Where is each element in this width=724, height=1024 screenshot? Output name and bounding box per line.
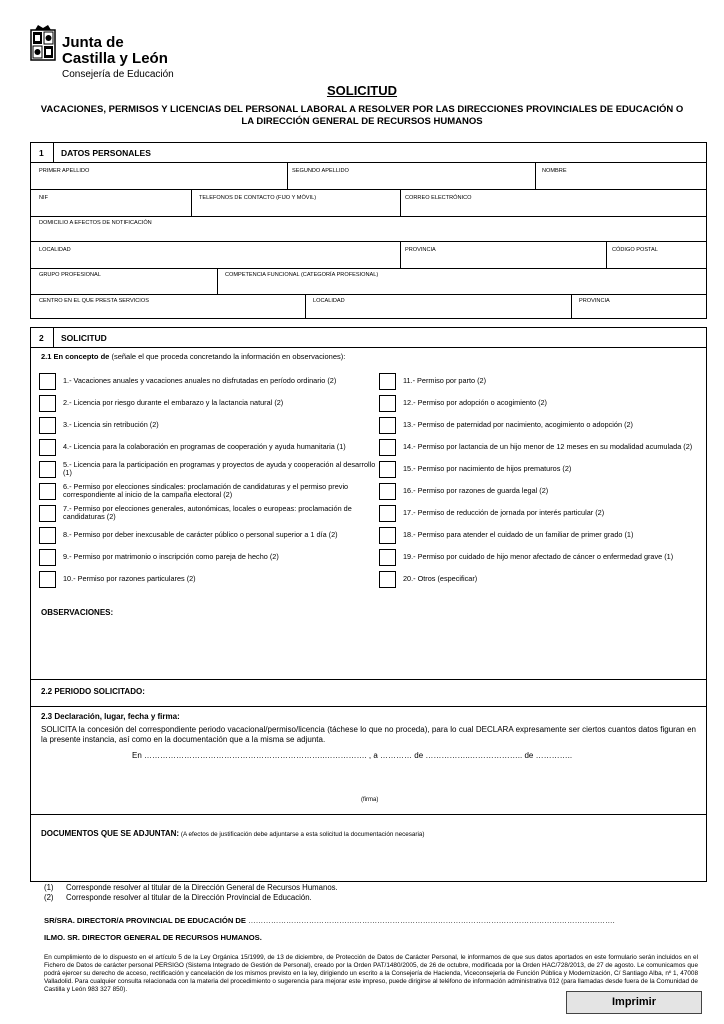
brand-line-2: Castilla y León: [62, 50, 168, 67]
left-checkbox-5[interactable]: [39, 461, 56, 478]
right-option-label-2: 12.- Permiso por adopción o acogimiento (2): [403, 397, 547, 407]
right-option-label-8: 18.- Permiso para atender el cuidado de un familiar de primer grado (1): [403, 529, 634, 539]
periodo-area[interactable]: [31, 679, 706, 707]
periodo-label: 2.2 PERIODO SOLICITADO:: [41, 687, 145, 696]
left-checkbox-8[interactable]: [39, 527, 56, 544]
left-option-label-7: 7.- Permiso por elecciones generales, autonómicas, locales o europeas: proclamación de candidaturas (2): [63, 503, 352, 521]
field-competencia[interactable]: COMPETENCIA FUNCIONAL (CATEGORÍA PROFESIONAL): [217, 268, 706, 295]
right-option-label-9: 19.- Permiso por cuidado de hijo menor afectado de cáncer o enfermedad grave (1): [403, 551, 674, 561]
right-checkbox-7[interactable]: [379, 505, 396, 522]
page-title: SOLICITUD: [326, 83, 398, 98]
field-nombre[interactable]: NOMBRE: [535, 162, 706, 190]
right-checkbox-2[interactable]: [379, 395, 396, 412]
lugar-fecha-line[interactable]: En …………………………………………………………..……………. , a ………… de ……………..……………….. de …………..: [132, 751, 573, 760]
field-correo[interactable]: CORREO ELECTRÓNICO: [400, 189, 706, 217]
right-checkbox-5[interactable]: [379, 461, 396, 478]
logo: [30, 22, 190, 82]
right-option-label-1: 11.- Permiso por parto (2): [403, 375, 486, 385]
left-option-label-9: 9.- Permiso por matrimonio o inscripción como pareja de hecho (2): [63, 551, 279, 561]
left-option-label-2: 2.- Licencia por riesgo durante el embarazo y la lactancia natural (2): [63, 397, 284, 407]
coat-of-arms-icon: [30, 24, 56, 64]
left-option-label-8: 8.- Permiso por deber inexcusable de carácter público o personal superior a 1 día (2): [63, 529, 338, 539]
brand-line-3: Consejería de Educación: [62, 69, 174, 80]
left-option-label-6: 6.- Permiso por elecciones sindicales: proclamación de candidaturas y el permiso previo correspondiente al inicio de la campaña electoral (2): [63, 481, 349, 499]
observaciones-area[interactable]: [31, 599, 706, 680]
field-nif[interactable]: NIF: [31, 189, 192, 217]
left-checkbox-7[interactable]: [39, 505, 56, 522]
left-checkbox-1[interactable]: [39, 373, 56, 390]
left-option-label-3: 3.- Licencia sin retribución (2): [63, 419, 159, 429]
field-localidad[interactable]: LOCALIDAD: [31, 241, 401, 269]
right-option-label-3: 13.- Permiso de paternidad por nacimiento, acogimiento o adopción (2): [403, 419, 633, 429]
field-localidad-centro[interactable]: LOCALIDAD: [305, 294, 572, 318]
right-option-label-4: 14.- Permiso por lactancia de un hijo menor de 12 meses en su modalidad acumulada (2): [403, 441, 693, 451]
field-domicilio[interactable]: DOMICILIO A EFECTOS DE NOTIFICACIÓN: [31, 216, 706, 242]
left-option-label-4: 4.- Licencia para la colaboración en programas de cooperación y ayuda humanitaria (1): [63, 441, 346, 451]
right-checkbox-8[interactable]: [379, 527, 396, 544]
left-checkbox-3[interactable]: [39, 417, 56, 434]
right-checkbox-3[interactable]: [379, 417, 396, 434]
left-checkbox-6[interactable]: [39, 483, 56, 500]
concept-instructions: 2.1 En concepto de (señale el que proceda concretando la información en observaciones):: [41, 352, 346, 361]
addressee-provincial: SR/SRA. DIRECTOR/A PROVINCIAL DE EDUCACIÓN DE ……………………………………………………………………………………………………………………………….: [44, 916, 615, 925]
right-option-label-10: 20.- Otros (especificar): [403, 573, 478, 583]
right-option-label-7: 17.- Permiso de reducción de jornada por interés particular (2): [403, 507, 605, 517]
section-2-number: 2: [39, 333, 44, 343]
left-checkbox-4[interactable]: [39, 439, 56, 456]
section-1-header: [31, 143, 706, 163]
firma-label: (firma): [361, 797, 379, 803]
left-option-label-5: 5.- Licencia para la participación en programas y proyectos de ayuda y cooperación al desarrollo (1): [63, 459, 376, 477]
field-provincia-centro[interactable]: PROVINCIA: [579, 298, 610, 304]
documentos-area[interactable]: [31, 814, 706, 881]
right-option-label-5: 15.- Permiso por nacimiento de hijos prematuros (2): [403, 463, 572, 473]
field-centro[interactable]: CENTRO EN EL QUE PRESTA SERVICIOS: [31, 294, 306, 318]
field-provincia[interactable]: PROVINCIA: [400, 241, 607, 269]
footnotes: [44, 883, 338, 902]
left-option-label-10: 10.- Permiso por razones particulares (2): [63, 573, 196, 583]
left-option-label-1: 1.- Vacaciones anuales y vacaciones anuales no disfrutadas en período ordinario (2): [63, 375, 337, 385]
legal-notice: En cumplimiento de lo dispuesto en el artículo 5 de la Ley Orgánica 15/1999, de 13 de diciembre, de Protección de Datos de Carácter Personal, le informamos de que sus datos aportados en este formulario serán incluidos en el Fichero de Datos de carácter personal PERSIGO (Sistema Integrado de Gestión de Personal), creado por la Orden PAT/1480/2005, de 26 de octubre, modificada por la Orden HAC/728/2013, de 27 de agosto. Le comunicamos que podrá ejercer su derecho de acceso, rectificación y cancelación de los mismos previsto en la ley, dirigiendo un escrito a la Consejería de Hacienda, Viceconsejería de Función Pública y Modernización, C/ Santiago Alba, nº 1, 47008 Valladolid. Para cualquier consulta relacionada con la materia del procedimiento o sugerencia para mejorar este impreso, puede dirigirse al teléfono de información administrativa 012 (para llamadas desde fuera de la Comunidad de Castilla y León 983 327 850).: [44, 954, 698, 993]
section-2-header: [31, 328, 706, 348]
footnote-2: (2) Corresponde resolver al titular de la Dirección Provincial de Educación.: [44, 892, 312, 902]
documentos-label: DOCUMENTOS QUE SE ADJUNTAN: (A efectos de justificación debe adjuntarse a esta solicitud la documentación necesaria): [41, 829, 425, 838]
observaciones-label: OBSERVACIONES:: [41, 608, 114, 617]
field-segundo-apellido[interactable]: SEGUNDO APELLIDO: [287, 162, 536, 190]
footnote-1: (1) Corresponde resolver al titular de la Dirección General de Recursos Humanos.: [44, 883, 338, 892]
brand-line-1: Junta de: [62, 34, 124, 51]
field-telefonos[interactable]: TELEFONOS DE CONTACTO (FIJO Y MÓVIL): [191, 189, 401, 217]
section-1-personal-data: [30, 142, 707, 319]
declaracion-area: [31, 706, 706, 815]
right-checkbox-10[interactable]: [379, 571, 396, 588]
print-button[interactable]: Imprimir: [566, 991, 702, 1014]
section-1-number: 1: [39, 148, 44, 158]
field-primer-apellido[interactable]: PRIMER APELLIDO: [31, 162, 288, 190]
section-1-title: DATOS PERSONALES: [61, 148, 151, 158]
declaracion-title: 2.3 Declaración, lugar, fecha y firma:: [41, 712, 180, 721]
declaracion-text: SOLICITA la concesión del correspondiente periodo vacacional/permiso/licencia (táchese lo que no proceda), para lo cual DECLARA expresamente ser ciertos cuantos datos figuran en la presente instancia, así como en la documentación que a la misma se adjunta.: [41, 725, 696, 744]
section-2-title: SOLICITUD: [61, 333, 107, 343]
left-checkbox-9[interactable]: [39, 549, 56, 566]
section-2-solicitud: [30, 327, 707, 882]
addressee-director-general: ILMO. SR. DIRECTOR GENERAL DE RECURSOS HUMANOS.: [44, 933, 262, 942]
right-checkbox-6[interactable]: [379, 483, 396, 500]
right-option-label-6: 16.- Permiso por razones de guarda legal (2): [403, 485, 549, 495]
field-grupo-profesional[interactable]: GRUPO PROFESIONAL: [31, 268, 218, 295]
page-subtitle: VACACIONES, PERMISOS Y LICENCIAS DEL PERSONAL LABORAL A RESOLVER POR LAS DIRECCIONES PROVINCIALES DE EDUCACIÓN O LA DIRECCIÓN GENERAL DE RECURSOS HUMANOS: [40, 104, 684, 127]
field-codigo-postal[interactable]: CÓDIGO POSTAL: [606, 241, 706, 269]
left-checkbox-2[interactable]: [39, 395, 56, 412]
right-checkbox-1[interactable]: [379, 373, 396, 390]
right-checkbox-9[interactable]: [379, 549, 396, 566]
right-checkbox-4[interactable]: [379, 439, 396, 456]
left-checkbox-10[interactable]: [39, 571, 56, 588]
